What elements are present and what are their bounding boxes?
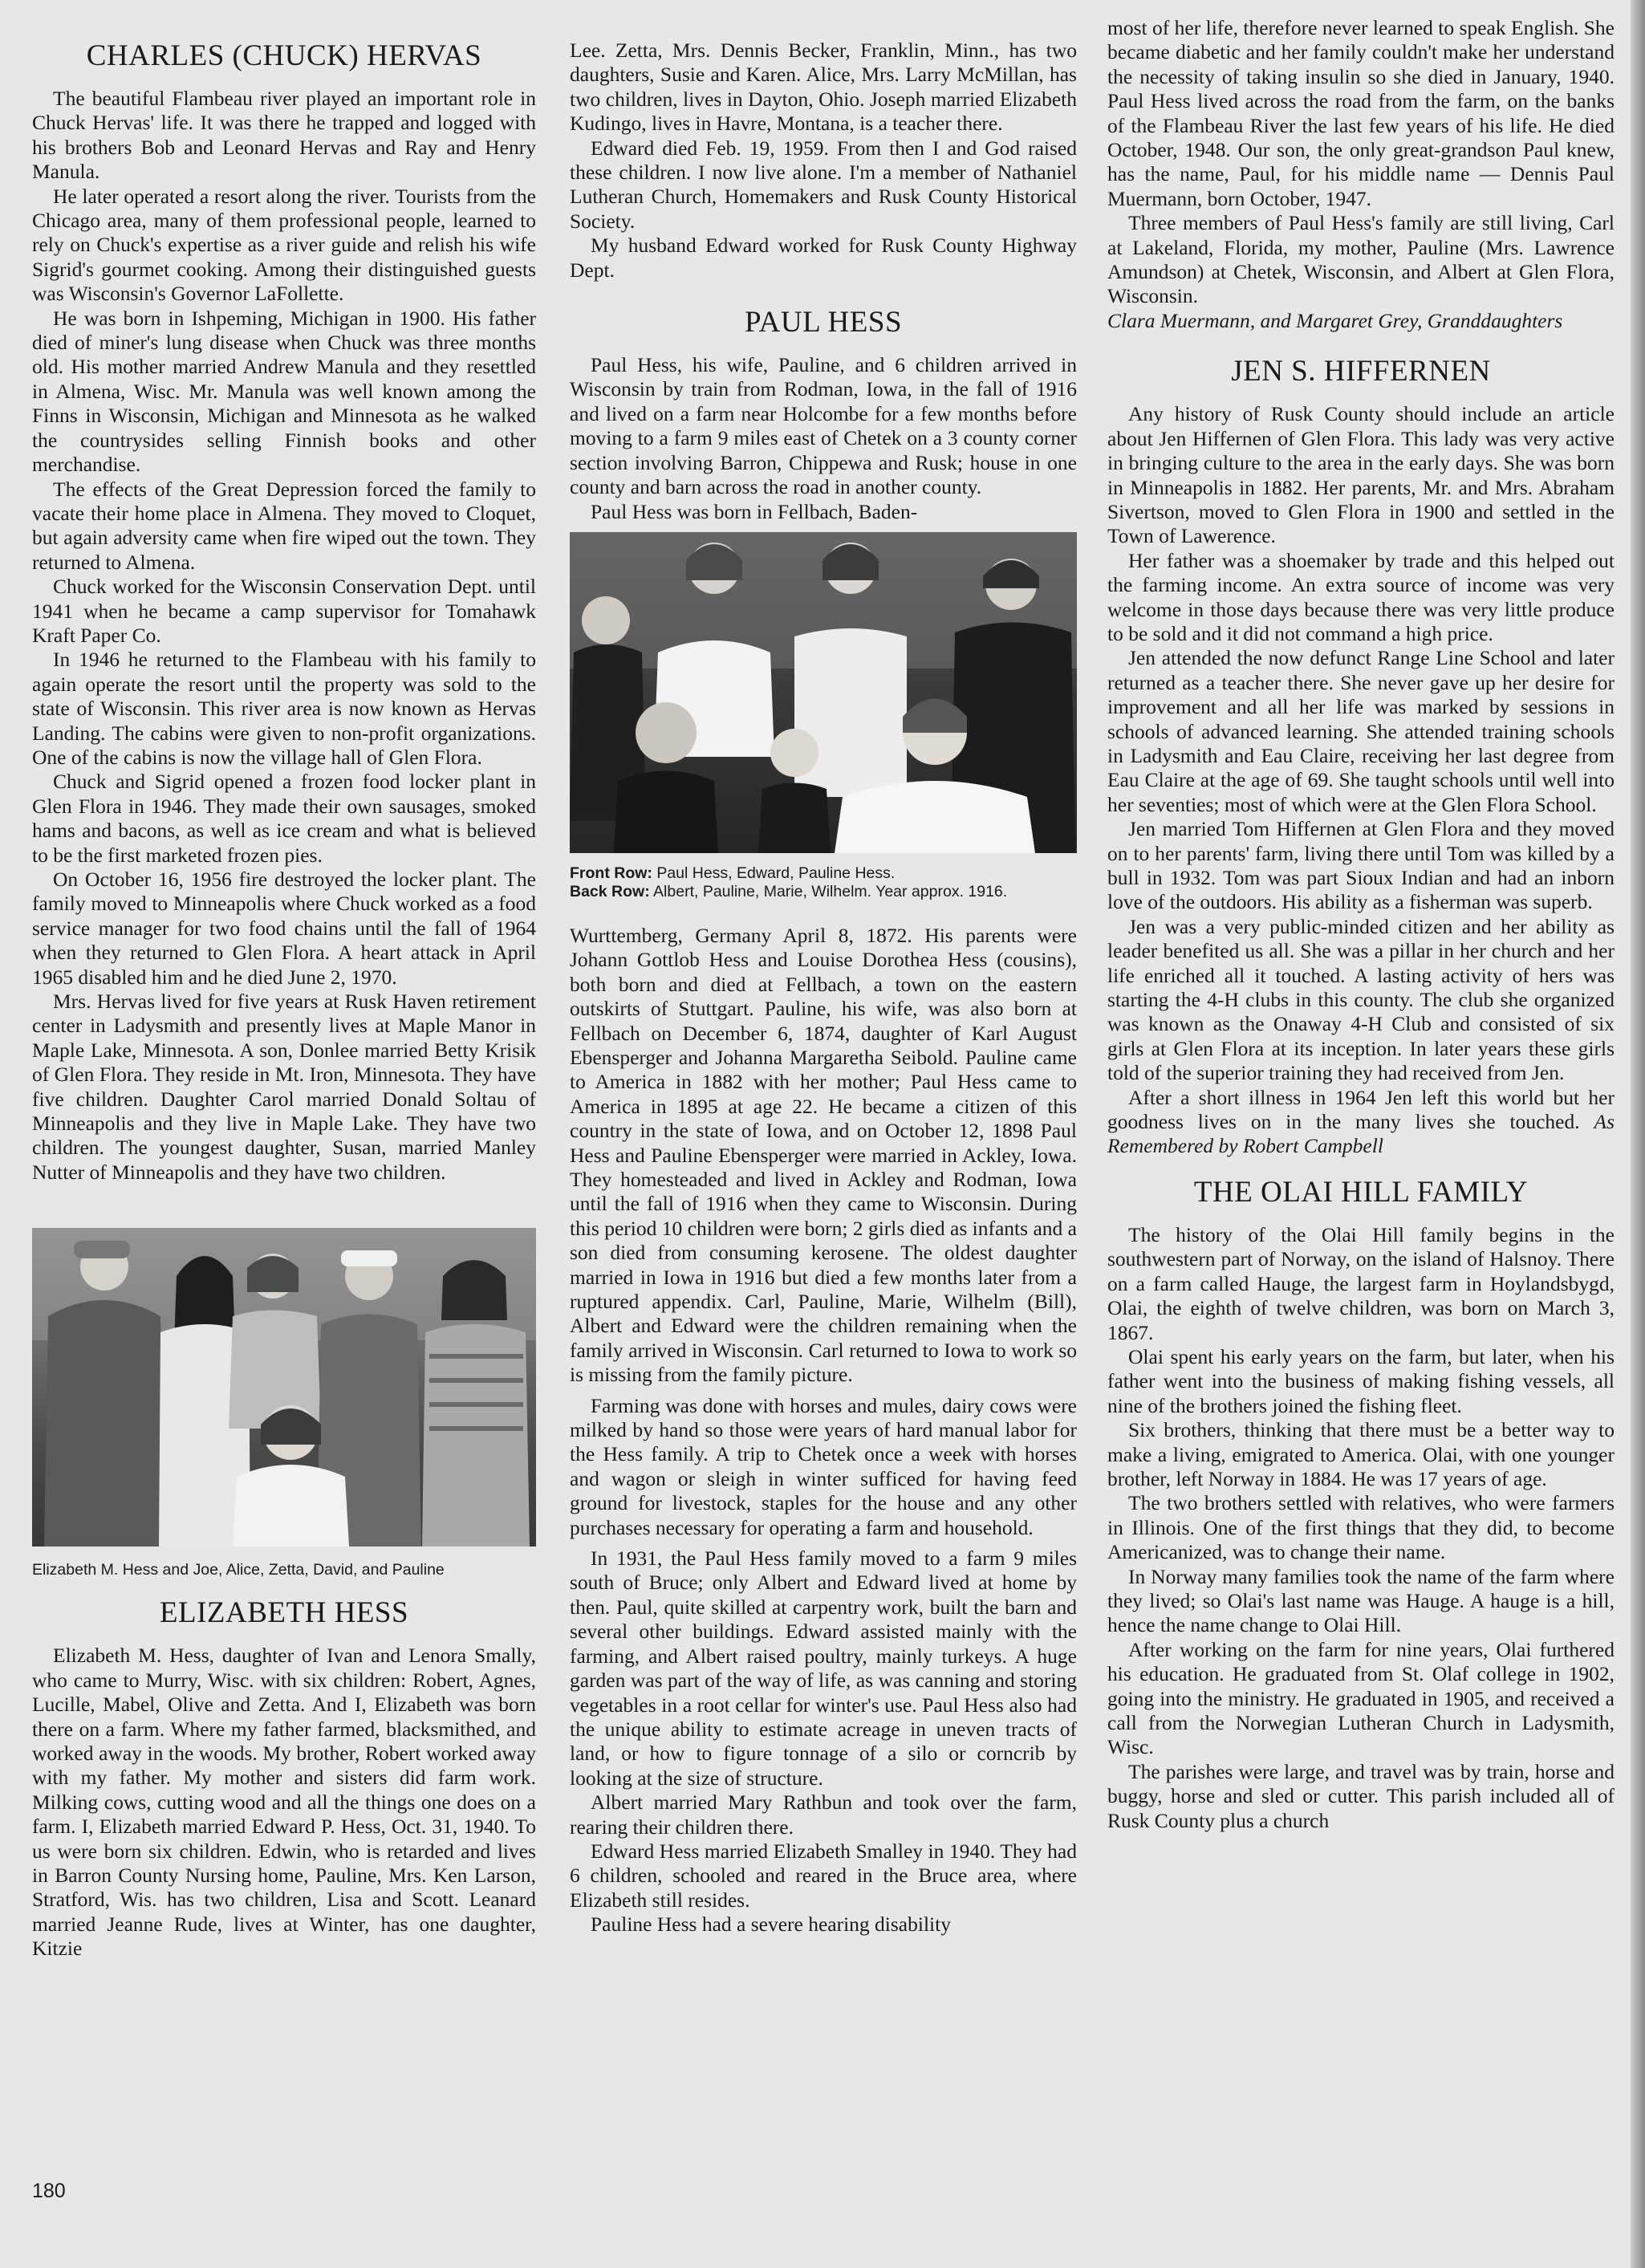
paragraph: Chuck worked for the Wisconsin Conservation Dept. until 1941 when he became a camp supervisor for Tomahawk Kraft Paper Co. xyxy=(32,575,536,647)
article-title-jen-hiffernen: JEN S. HIFFERNEN xyxy=(1231,355,1491,388)
photo-caption xyxy=(570,864,1077,901)
paragraph: Jen married Tom Hiffernen at Glen Flora and they moved on to her parents' farm, living there until Tom was killed by a bull in 1932. Tom was part Sioux Indian and had an inborn love of the outdoors. His ability as a fisherman was superb. xyxy=(1107,817,1615,914)
caption-text: Paul Hess, Edward, Pauline Hess. xyxy=(656,864,896,882)
article-body-paul-hess xyxy=(570,924,1077,1937)
paragraph: Any history of Rusk County should include an article about Jen Hiffernen of Glen Flora. This lady was very active in bringing culture to the area in the early days. She was born in Minneapolis in 1882. Her parents, Mr. and Mrs. Abraham Sivertson, moved to Glen Flora in 1900 and settled in the Town of Lawerence. xyxy=(1107,402,1615,548)
paragraph: In Norway many families took the name of the farm where they lived; so Olai's last name was Hauge. A hauge is a hill, hence the name change to Olai Hill. xyxy=(1107,1564,1615,1637)
paragraph: Elizabeth M. Hess, daughter of Ivan and Lenora Smally, who came to Murry, Wisc. with six children: Robert, Agnes, Lucille, Mabel, Olive and Zetta. And I, Elizabeth was born there on a farm. Where my father farmed, blacksmithed, and worked away in the woods. My brother, Robert worked away with my father. My mother and sisters did farm work. Milking cows, cutting wood and all the things one does on a farm. I, Elizabeth married Edward P. Hess, Oct. 31, 1940. To us were born six children. Edwin, who is retarded and lives in Barron County Nursing home, Pauline, Mrs. Ken Larson, Stratford, Wis. has two children, Lisa and Scott. Leanard married Jeanne Rude, lives at Winter, has one daughter, Kitzie xyxy=(32,1644,536,1961)
caption-label: Back Row: xyxy=(570,882,650,900)
paragraph: Six brothers, thinking that there must be a better way to make a living, emigrated to America. Olai, with one younger brother, left Norway in 1884. He was 17 years of age. xyxy=(1107,1418,1615,1490)
paragraph-text: After a short illness in 1964 Jen left this world but her goodness lives on in the many lives she touched. xyxy=(1107,1085,1615,1134)
paragraph: After working on the farm for nine years, Olai furthered his education. He graduated from St. Olaf college in 1902, going into the ministry. He graduated in 1905, and received a call from the Norwegian Lutheran Church in Ladysmith, Wisc. xyxy=(1107,1637,1615,1759)
signature: Clara Muermann, and Margaret Grey, Granddaughters xyxy=(1107,308,1563,332)
paragraph: Mrs. Hervas lived for five years at Rusk Haven retirement center in Ladysmith and presently lives at Maple Manor in Maple Lake, Minnesota. A son, Donlee married Betty Krisik of Glen Flora. They reside in Mt. Iron, Minnesota. They have five children. Daughter Carol married Donald Soltau of Minneapolis and they live in Maple Lake. They have two children. The youngest daughter, Susan, married Manley Nutter of Minneapolis and they have two children. xyxy=(32,990,536,1184)
paragraph: He was born in Ishpeming, Michigan in 1900. His father died of miner's lung disease when Chuck was three months old. His mother married Andrew Manula and they resettled in Almena, Wisc. Mr. Manula was well known among the Finns in Wisconsin, Michigan and Minnesota as he walked the countrysides selling Finnish books and other merchandise. xyxy=(32,306,536,477)
paragraph: The two brothers settled with relatives, who were farmers in Illinois. One of the first things that they did, to become Americanized, was to change their name. xyxy=(1107,1491,1615,1564)
paragraph: The history of the Olai Hill family begins in the southwestern part of Norway, on the island of Halsnoy. There on a farm called Hauge, the largest farm in Hoylandsbygd, Olai, the eighth of twelve children, was born on March 3, 1867. xyxy=(1107,1222,1615,1344)
family-photo-paul-hess xyxy=(570,532,1077,853)
paragraph: Lee. Zetta, Mrs. Dennis Becker, Franklin, Minn., has two daughters, Susie and Karen. Alice, Mrs. Larry McMillan, has two children, lives in Dayton, Ohio. Joseph married Elizabeth Kudingo, lives in Havre, Montana, is a teacher there. xyxy=(570,39,1077,136)
column-3 xyxy=(1107,16,1615,1833)
paragraph: Her father was a shoemaker by trade and this helped out the farming income. An extra source of income was very welcome in those days because there was very little produce to be sold and it did not command a high price. xyxy=(1107,548,1615,645)
photo-caption: Elizabeth M. Hess and Joe, Alice, Zetta, David, and Pauline xyxy=(32,1561,445,1579)
photo-figures xyxy=(32,1228,536,1547)
paragraph: My husband Edward worked for Rusk County Highway Dept. xyxy=(570,234,1077,282)
paragraph: Edward died Feb. 19, 1959. From then I and God raised these children. I now live alone. I'm a member of Nathaniel Lutheran Church, Homemakers and Rusk County Historical Society. xyxy=(570,136,1077,233)
article-title-olai-hill: THE OLAI HILL FAMILY xyxy=(1193,1175,1529,1209)
article-title-hervas: CHARLES (CHUCK) HERVAS xyxy=(86,39,482,72)
paragraph: Wurttemberg, Germany April 8, 1872. His parents were Johann Gottlob Hess and Louise Dorothea Hess (cousins), both born and died at Fellbach, a town on the eastern outskirts of Stuttgart. Pauline, his wife, was also born at Fellbach on December 6, 1874, daughter of Karl August Ebensperger and Johanna Margaretha Seibold. Pauline came to America in 1882 with her mother; Paul Hess came to America in 1895 at age 22. He became a citizen of this country in the state of Iowa, and on October 12, 1898 Paul Hess and Pauline Ebensperger were married in Ackley, Iowa. They homesteaded and lived in Ackley and Rodman, Iowa until the fall of 1916 when they came to Wisconsin. During this period 10 children were born; 2 girls died as infants and a son died from consuming kerosene. The oldest daughter married in Iowa in 1916 but died a few months later from a ruptured appendix. Carl, Pauline, Marie, Wilhelm (Bill), Albert and Edward were the children remaining when the family arrived in Wisconsin. Carl returned to Iowa to work so is missing from the family picture. xyxy=(570,923,1077,1387)
paragraph: most of her life, therefore never learned to speak English. She became diabetic and her family couldn't make her understand the necessity of taking insulin so she died in January, 1940. Paul Hess lived across the road from the farm, on the banks of the Flambeau River the last few years of his life. He died October, 1948. Our son, the only great-grandson Paul knew, has the name, Paul, for his middle name — Dennis Paul Muermann, born October, 1947. xyxy=(1107,16,1615,210)
signature: As Remembered by Robert Campbell xyxy=(1107,1110,1615,1158)
column-1 xyxy=(32,39,536,1961)
caption-label: Front Row: xyxy=(570,864,652,882)
column-2 xyxy=(570,39,1077,1937)
paragraph: Farming was done with horses and mules, dairy cows were milked by hand so those were years of hard manual labor for the Hess family. A trip to Chetek once a week with horses and wagon or sleigh in winter sufficed for having feed ground for livestock, staples for the house and any other purchases necessary for operating a farm and household. xyxy=(570,1393,1077,1539)
book-spine-shadow xyxy=(1631,0,1645,2268)
paragraph: The beautiful Flambeau river played an important role in Chuck Hervas' life. It was there he trapped and logged with his brothers Bob and Leonard Hervas and Ray and Henry Manula. xyxy=(32,87,536,184)
paragraph: On October 16, 1956 fire destroyed the locker plant. The family moved to Minneapolis where Chuck worked as a food service manager for two food chains until the fall of 1964 when they returned to Glen Flora. A heart attack in April 1965 disabled him and he died June 2, 1970. xyxy=(32,868,536,989)
article-title-paul-hess: PAUL HESS xyxy=(744,306,903,339)
paragraph: The parishes were large, and travel was by train, horse and buggy, horse and sled or cutter. This parish included all of Rusk County plus a church xyxy=(1107,1759,1615,1832)
paragraph: Albert married Mary Rathbun and took over the farm, rearing their children there. xyxy=(570,1790,1077,1839)
paragraph: In 1946 he returned to the Flambeau with his family to again operate the resort until the property was sold to the state of Wisconsin. This river area is now known as Hervas Landing. The cabins were given to non-profit organizations. One of the cabins is now the village hall of Glen Flora. xyxy=(32,648,536,769)
paragraph: Three members of Paul Hess's family are still living, Carl at Lakeland, Florida, my mother, Pauline (Mrs. Lawrence Amundson) at Chetek, Wisconsin, and Albert at Glen Flora, Wisconsin. xyxy=(1107,211,1615,308)
paragraph: Paul Hess, his wife, Pauline, and 6 children arrived in Wisconsin by train from Rodman, Iowa, in the fall of 1916 and lived on a farm near Holcombe for a few months before moving to a farm 9 miles east of Chetek on a 3 county corner section involving Barron, Chippewa and Rusk; house in one county and barn across the road in another county. xyxy=(570,353,1077,499)
caption-text: Albert, Pauline, Marie, Wilhelm. Year approx. 1916. xyxy=(653,882,1008,900)
paragraph: Olai spent his early years on the farm, but later, when his father went into the business of making fishing vessels, all nine of the brothers joined the fishing fleet. xyxy=(1107,1344,1615,1417)
paragraph: Jen attended the now defunct Range Line School and later returned as a teacher there. She never gave up her desire for improvement and all her life was marked by sessions in schools of advanced learning. She attended training schools in Ladysmith and Eau Claire, receiving her last degree from Eau Claire at the age of 69. She taught schools until well into her seventies; most of which were at the Glen Flora School. xyxy=(1107,646,1615,816)
paragraph: Paul Hess was born in Fellbach, Baden- xyxy=(591,499,918,523)
photo-figures xyxy=(570,532,1077,853)
paragraph: Chuck and Sigrid opened a frozen food locker plant in Glen Flora in 1946. They made their own sausages, smoked hams and bacons, as well as ice cream and what is believed to be the first marketed frozen pies. xyxy=(32,770,536,867)
family-photo-elizabeth xyxy=(32,1228,536,1547)
paragraph: The effects of the Great Depression forced the family to vacate their home place in Almena. They moved to Cloquet, but again adversity came when fire wiped out the town. They returned to Almena. xyxy=(32,477,536,574)
paragraph: Edward Hess married Elizabeth Smalley in 1940. They had 6 children, schooled and reared in the Bruce area, where Elizabeth still resides. xyxy=(570,1839,1077,1912)
paragraph: Jen was a very public-minded citizen and her ability as leader benefited us all. She was a pillar in her church and her life enriched all it touched. A lasting activity of hers was starting the 4-H clubs in this county. The club she organized was known as the Onaway 4-H Club and consisted of six girls at Glen Flora at its inception. In later years these girls told of the superior training they had received from Jen. xyxy=(1107,914,1615,1085)
paragraph: In 1931, the Paul Hess family moved to a farm 9 miles south of Bruce; only Albert and Edward lived at home by then. Paul, quite skilled at carpentry work, built the barn and several other buildings. Edward assisted mainly with the farming, and Albert raised poultry, mainly turkeys. A huge garden was part of the way of life, as was canning and storing vegetables in a root cellar for winter's use. Paul Hess also had the unique ability to estimate acreage in uneven tracts of land, or how to figure tonnage of a silo or corncrib by looking at the size of structure. xyxy=(570,1547,1077,1790)
paragraph: Pauline Hess had a severe hearing disability xyxy=(591,1912,951,1937)
paragraph: He later operated a resort along the river. Tourists from the Chicago area, many of them professional people, learned to rely on Chuck's expertise as a river guide and relish his wife Sigrid's gourmet cooking. Among their distinguished guests was Wisconsin's Governor LaFollette. xyxy=(32,184,536,306)
paragraph xyxy=(1107,1086,1615,1159)
page-number: 180 xyxy=(32,2180,66,2202)
article-title-elizabeth: ELIZABETH HESS xyxy=(159,1596,409,1630)
article-body-hervas xyxy=(32,87,536,1185)
